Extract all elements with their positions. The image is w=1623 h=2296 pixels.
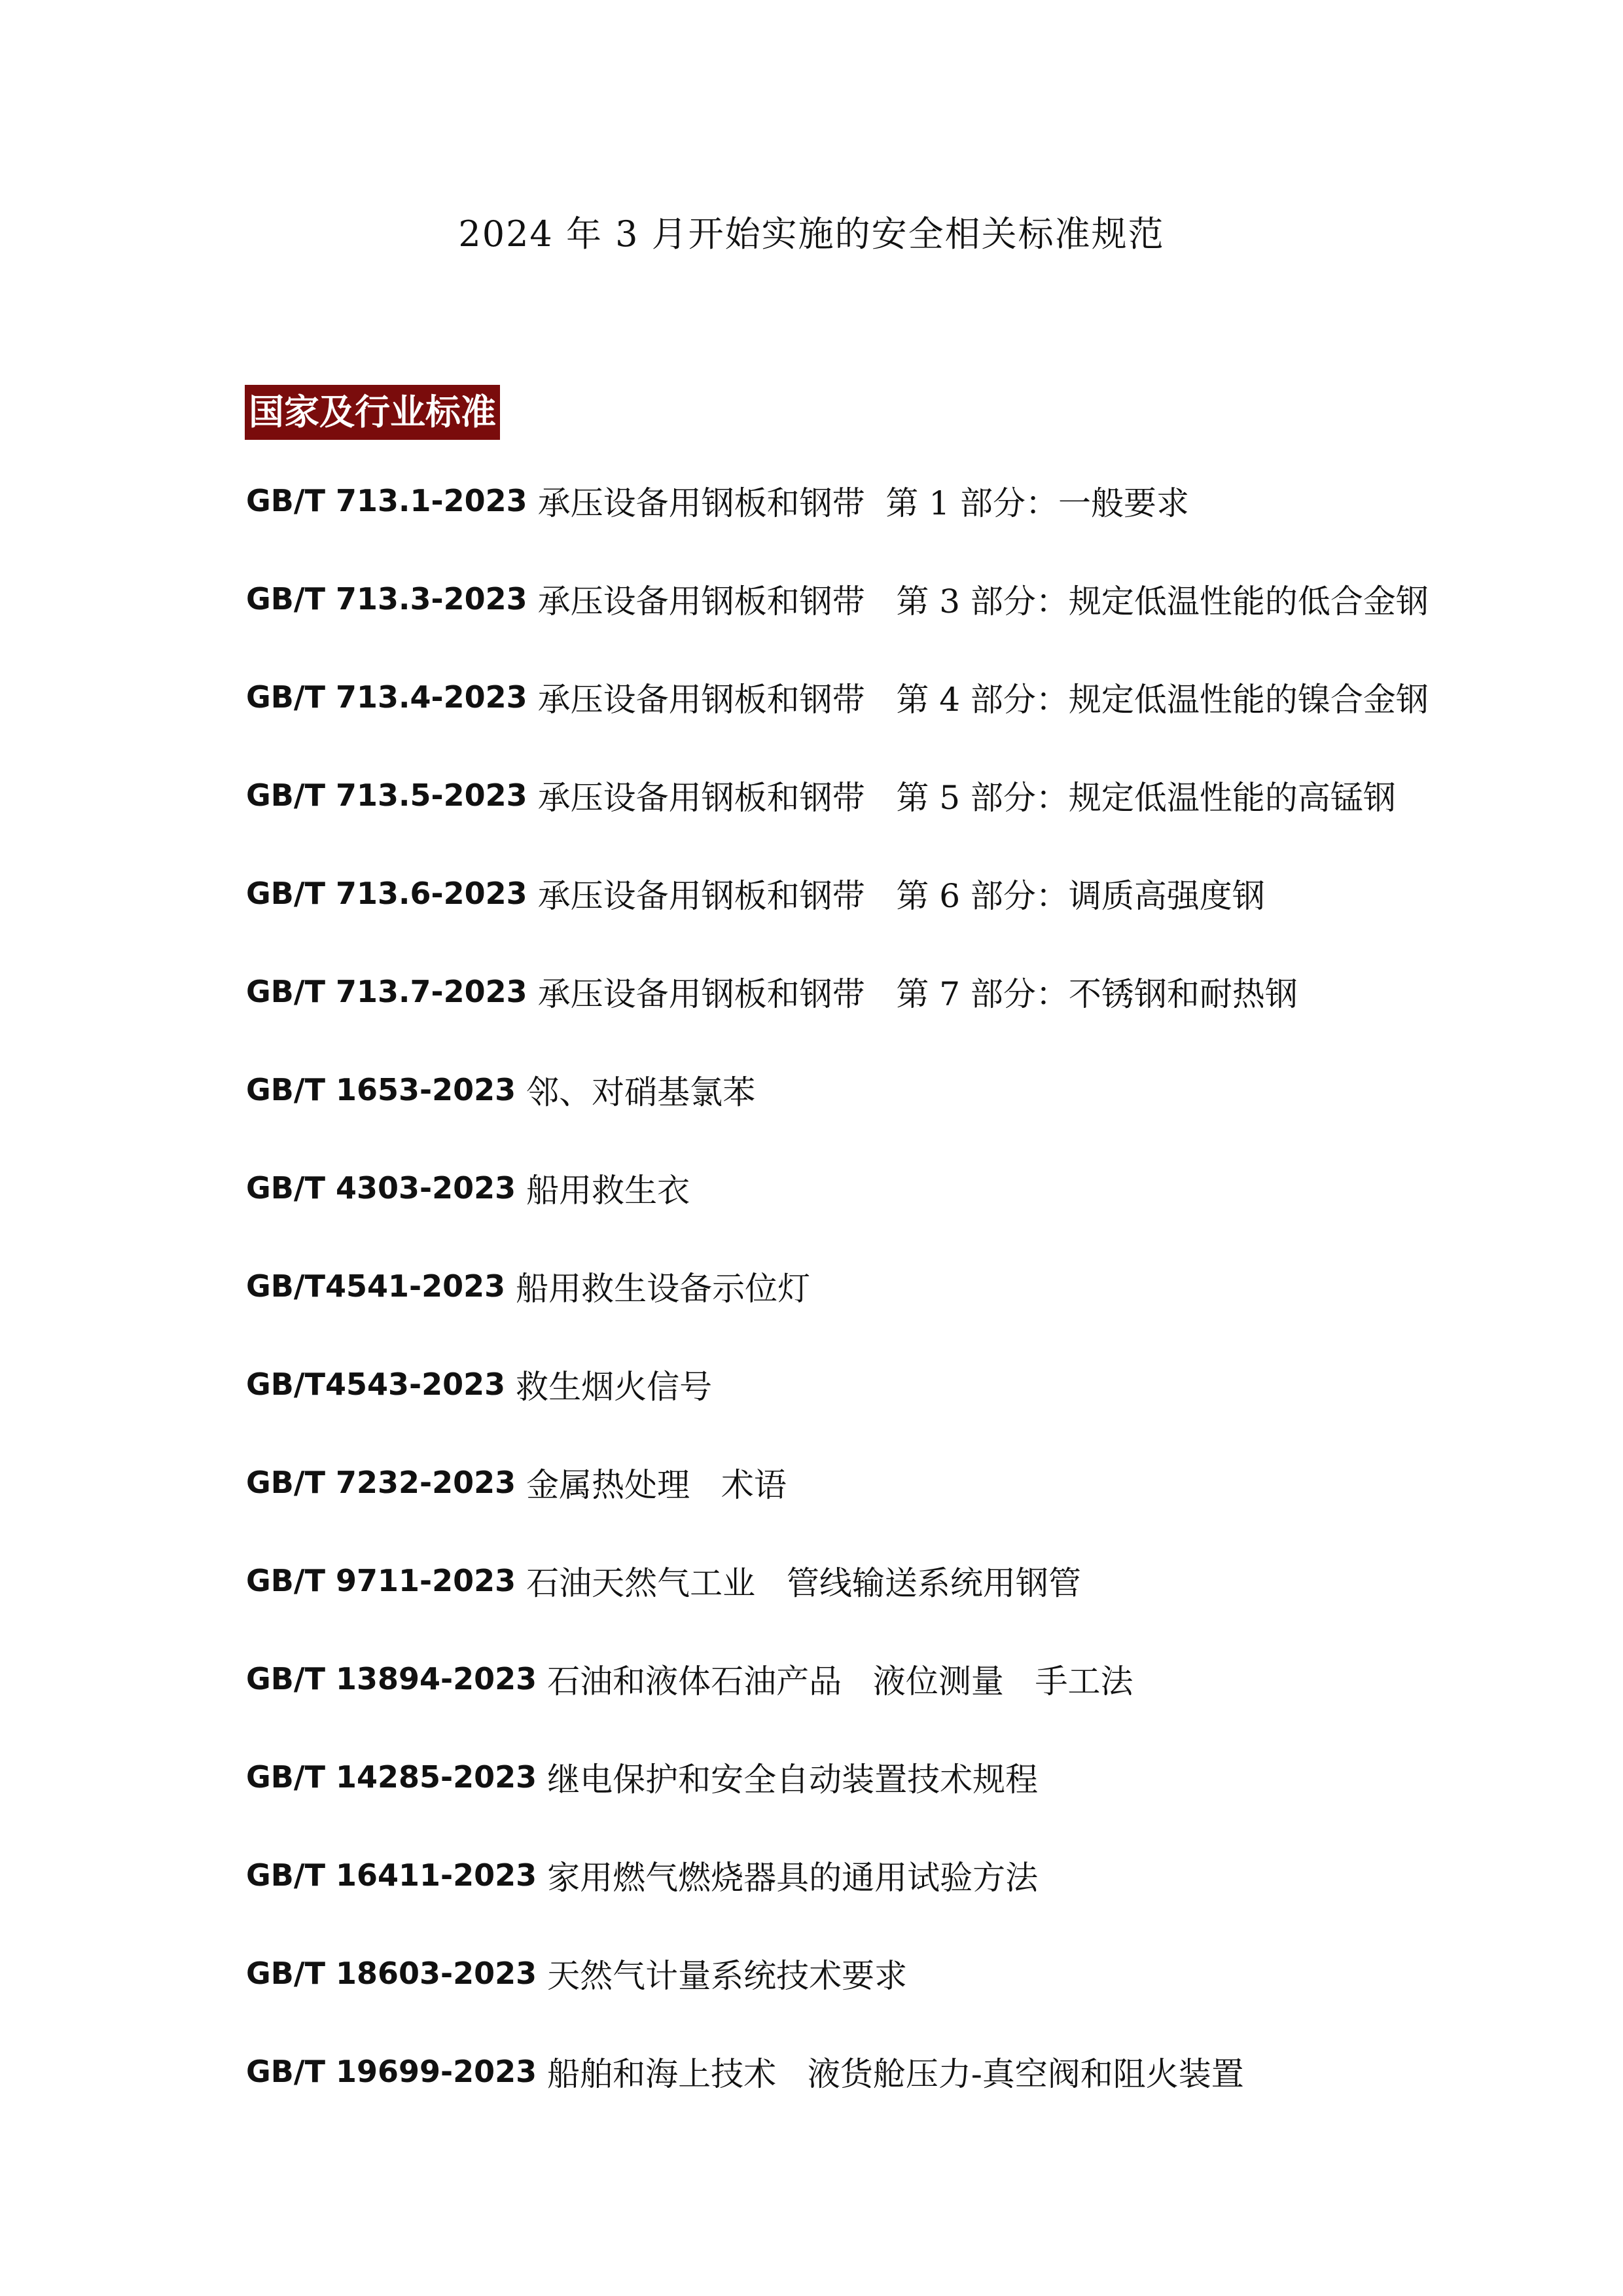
standards-list xyxy=(246,452,1555,2121)
standard-item xyxy=(246,1532,1555,1630)
standard-code: GB/T 1653-2023 xyxy=(246,1072,516,1107)
standard-code: GB/T 4303-2023 xyxy=(246,1170,516,1206)
standard-item xyxy=(246,2022,1555,2121)
standard-name: 船用救生衣 xyxy=(526,1172,690,1210)
standard-name: 承压设备用钢板和钢带 第 1 部分：一般要求 xyxy=(537,484,1190,522)
standard-code: GB/T4541-2023 xyxy=(246,1268,506,1304)
standard-name: 金属热处理 术语 xyxy=(526,1466,787,1504)
standard-name: 船用救生设备示位灯 xyxy=(516,1270,811,1308)
standard-item xyxy=(246,1728,1555,1826)
standard-name: 承压设备用钢板和钢带 第 6 部分：调质高强度钢 xyxy=(537,877,1265,915)
standard-name: 救生烟火信号 xyxy=(516,1368,713,1406)
standard-code: GB/T 18603-2023 xyxy=(246,1956,537,1991)
standard-item xyxy=(246,942,1555,1041)
standard-item xyxy=(246,1335,1555,1433)
standard-code: GB/T 713.1-2023 xyxy=(246,483,527,518)
standard-item xyxy=(246,1826,1555,1924)
standard-item xyxy=(246,648,1555,746)
standard-name: 石油天然气工业 管线输送系统用钢管 xyxy=(526,1564,1081,1602)
standard-code: GB/T 13894-2023 xyxy=(246,1661,537,1696)
standard-code: GB/T 713.3-2023 xyxy=(246,581,527,617)
standard-item xyxy=(246,746,1555,844)
standard-name: 承压设备用钢板和钢带 第 7 部分：不锈钢和耐热钢 xyxy=(537,975,1298,1013)
section-heading: 国家及行业标准 xyxy=(245,385,500,440)
standard-item xyxy=(246,550,1555,648)
standard-name: 家用燃气燃烧器具的通用试验方法 xyxy=(547,1859,1039,1897)
standard-item xyxy=(246,844,1555,942)
standard-code: GB/T 713.7-2023 xyxy=(246,974,527,1009)
standard-code: GB/T 713.6-2023 xyxy=(246,876,527,911)
standard-name: 邻、对硝基氯苯 xyxy=(526,1073,756,1111)
standard-item xyxy=(246,1041,1555,1139)
standard-item xyxy=(246,1237,1555,1335)
standard-item xyxy=(246,452,1555,550)
standard-item xyxy=(246,1924,1555,2022)
standard-item xyxy=(246,1433,1555,1532)
standard-code: GB/T 7232-2023 xyxy=(246,1465,516,1500)
standard-name: 承压设备用钢板和钢带 第 4 部分：规定低温性能的镍合金钢 xyxy=(537,681,1429,719)
standard-name: 天然气计量系统技术要求 xyxy=(547,1957,908,1995)
standard-name: 石油和液体石油产品 液位测量 手工法 xyxy=(547,1662,1133,1700)
standard-code: GB/T 14285-2023 xyxy=(246,1759,537,1795)
standard-code: GB/T 16411-2023 xyxy=(246,1857,537,1893)
standard-code: GB/T 19699-2023 xyxy=(246,2054,537,2089)
standard-item xyxy=(246,1139,1555,1237)
standard-code: GB/T4543-2023 xyxy=(246,1367,506,1402)
page-title: 2024 年 3 月开始实施的安全相关标准规范 xyxy=(458,213,1165,255)
standard-name: 继电保护和安全自动装置技术规程 xyxy=(547,1761,1039,1799)
standard-code: GB/T 713.4-2023 xyxy=(246,679,527,715)
standard-item xyxy=(246,1630,1555,1728)
standard-code: GB/T 9711-2023 xyxy=(246,1563,516,1598)
standard-name: 承压设备用钢板和钢带 第 3 部分：规定低温性能的低合金钢 xyxy=(537,583,1429,620)
standard-name: 承压设备用钢板和钢带 第 5 部分：规定低温性能的高锰钢 xyxy=(537,779,1396,817)
standard-name: 船舶和海上技术 液货舱压力-真空阀和阻火装置 xyxy=(547,2055,1244,2093)
standard-code: GB/T 713.5-2023 xyxy=(246,778,527,813)
